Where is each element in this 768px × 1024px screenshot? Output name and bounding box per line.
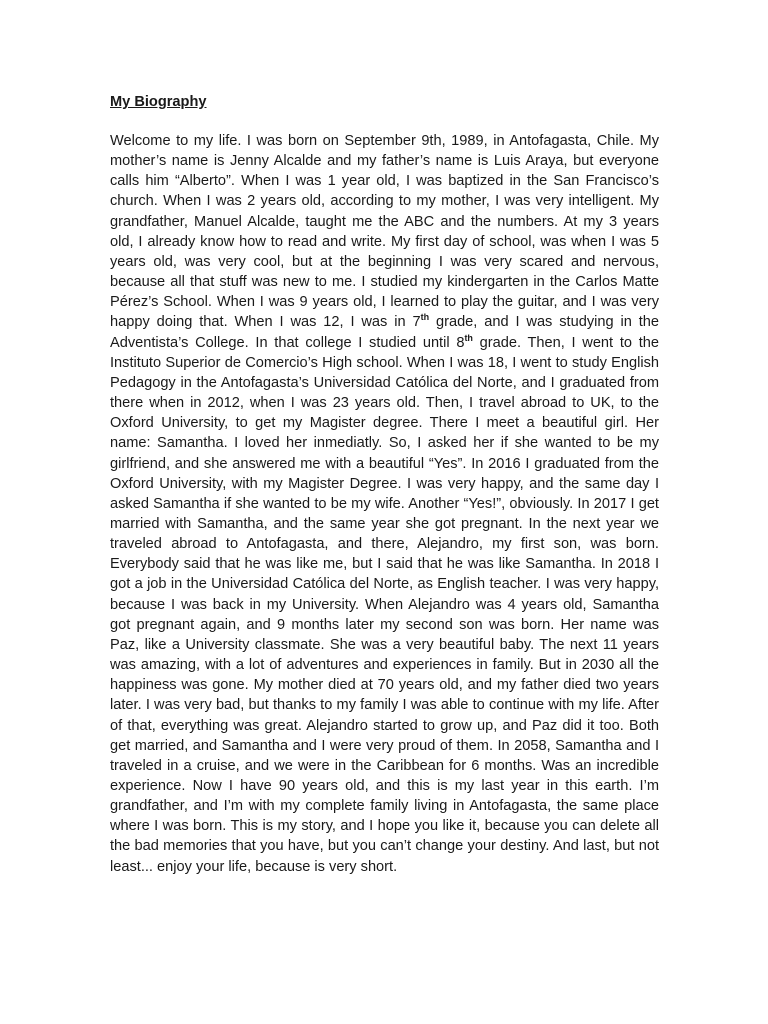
document-page — [110, 92, 659, 877]
paragraph-text-part-1: Welcome to my life. I was born on September 9th, 1989, in Antofagasta, Chile. My mother’s name is Jenny Alcalde and my father’s name is Luis Araya, but everyone calls him “Alberto”. When I was 1 year old, I was baptized in the San Francisco’s church. When I was 2 years old, according to my mother, I was very intelligent. My grandfather, Manuel Alcalde, taught me the ABC and the numbers. At my 3 years old, I already know how to read and write. My first day of school, was when I was 5 years old, was very cool, but at the beginning I was very scared and nervous, because all that stuff was new to me. I studied my kindergarten in the Carlos Matte Pérez’s School. When I was 9 years old, I learned to play the guitar, and I was very happy doing that. When I was 12, I was in 7 — [110, 133, 659, 331]
ordinal-suffix-8th: th — [464, 332, 473, 343]
paragraph-text-part-2: grade, and I was studying in the Adventista’s College. In that college I studied until 8 — [110, 314, 660, 351]
document-title: My Biography — [110, 94, 207, 110]
ordinal-suffix-7th: th — [420, 312, 430, 323]
biography-paragraph — [110, 131, 659, 877]
paragraph-text-part-3: grade. Then, I went to the Instituto Superior de Comercio’s High school. When I was 18, I went to study English Pedagogy in the Antofagasta’s Universidad Católica del Norte, and I graduated from there when in 2012, when I was 23 years old. Then, I travel abroad to UK, to the Oxford University, to get my Magister degree. There I meet a beautiful girl. Her name: Samantha. I loved her inmediatly. So, I asked her if she wanted to be my girlfriend, and she answered me with a beautiful “Yes”. In 2016 I graduated from the Oxford University, with my Magister Degree. I was very happy, and the same day I asked Samantha if she wanted to be my wife. Another “Yes!”, obviously. In 2017 I get married with Samantha, and the same year she got pregnant. In the next year we traveled abroad to Antofagasta, and there, Alejandro, my first son, was born. Everybody said that he was like me, but I said that he was like Samantha. In 2018 I got a job in the Universidad Católica del Norte, as English teacher. I was very happy, because I was back in my University. When Alejandro was 4 years old, Samantha got pregnant again, and 9 months later my second son was born. Her name was Paz, like a University classmate. She was a very beautiful baby. The next 11 years was amazing, with a lot of adventures and experiences in family. But in 2030 all the happiness was gone. My mother died at 70 years old, and my father died two years later. I was very bad, but thanks to my family I was able to continue with my life. After of that, everything was great. Alejandro started to grow up, and Paz did it too. Both get married, and Samantha and I were very proud of them. In 2058, Samantha and I traveled in a cruise, and we were in the Caribbean for 6 months. Was an incredible experience. Now I have 90 years old, and this is my last year in this earth. I’m grandfather, and I’m with my complete family living in Antofagasta, the same place where I was born. This is my story, and I hope you like it, because you can delete all the bad memories that you have, but you can’t change your destiny. And last, but not least... enjoy your life, because is very short. — [110, 334, 659, 875]
